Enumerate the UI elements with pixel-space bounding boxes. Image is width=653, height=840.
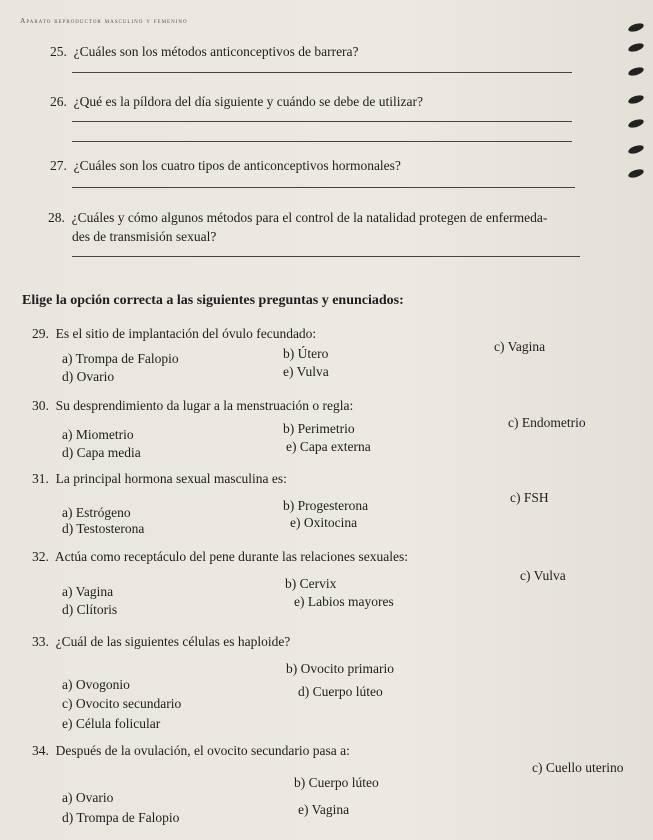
- option-33e[interactable]: e) Célula folicular: [62, 716, 161, 731]
- answer-line-26b[interactable]: [72, 141, 572, 142]
- option-32e[interactable]: e) Labios mayores: [294, 594, 394, 609]
- option-34e[interactable]: e) Vagina: [298, 802, 350, 817]
- binding-mark: [627, 118, 644, 130]
- option-30a[interactable]: a) Miometrio: [62, 427, 134, 442]
- binding-mark: [627, 42, 644, 54]
- question-32: 32. Actúa como receptáculo del pene durante las relaciones sexuales:: [32, 549, 408, 564]
- option-32a[interactable]: a) Vagina: [62, 584, 114, 599]
- option-29a[interactable]: a) Trompa de Falopio: [62, 351, 179, 366]
- page-header: Aparato reproductor masculino y femenino: [20, 16, 188, 25]
- option-29d[interactable]: d) Ovario: [62, 369, 115, 384]
- option-33c[interactable]: c) Ovocito secundario: [62, 696, 182, 711]
- option-32b[interactable]: b) Cervix: [285, 576, 337, 591]
- question-28: 28. ¿Cuáles y cómo algunos métodos para el control de la natalidad protegen de enfermeda-: [48, 210, 548, 225]
- question-25: 25. ¿Cuáles son los métodos anticonceptivos de barrera?: [50, 44, 359, 59]
- question-26: 26. ¿Qué es la píldora del día siguiente y cuándo se debe de utilizar?: [50, 94, 423, 109]
- option-29e[interactable]: e) Vulva: [283, 364, 329, 379]
- answer-line-25[interactable]: [72, 72, 572, 73]
- option-31a[interactable]: a) Estrógeno: [62, 505, 131, 520]
- question-30: 30. Su desprendimiento da lugar a la menstruación o regla:: [32, 398, 354, 413]
- option-33b[interactable]: b) Ovocito primario: [286, 661, 394, 676]
- question-29: 29. Es el sitio de implantación del óvulo fecundado:: [32, 326, 317, 341]
- binding-mark: [627, 144, 644, 156]
- answer-line-28[interactable]: [72, 256, 580, 257]
- option-31b[interactable]: b) Progesterona: [283, 498, 369, 513]
- binding-mark: [627, 168, 644, 180]
- option-34c[interactable]: c) Cuello uterino: [532, 760, 624, 775]
- option-30d[interactable]: d) Capa media: [62, 445, 141, 460]
- question-27: 27. ¿Cuáles son los cuatro tipos de anticonceptivos hormonales?: [50, 158, 401, 173]
- option-32c[interactable]: c) Vulva: [520, 568, 566, 583]
- binding-mark: [627, 94, 644, 106]
- option-34d[interactable]: d) Trompa de Falopio: [62, 810, 180, 825]
- option-31d[interactable]: d) Testosterona: [62, 521, 145, 536]
- question-31: 31. La principal hormona sexual masculina es:: [32, 471, 287, 486]
- option-33a[interactable]: a) Ovogonio: [62, 677, 130, 692]
- answer-line-27[interactable]: [72, 187, 575, 188]
- option-31e[interactable]: e) Oxitocina: [290, 515, 358, 530]
- option-30e[interactable]: e) Capa externa: [286, 439, 371, 454]
- binding-mark: [627, 66, 644, 78]
- option-34b[interactable]: b) Cuerpo lúteo: [294, 775, 379, 790]
- section-title: Elige la opción correcta a las siguientes preguntas y enunciados:: [22, 293, 404, 308]
- binding-mark: [627, 22, 644, 34]
- option-32d[interactable]: d) Clítoris: [62, 602, 118, 617]
- question-34: 34. Después de la ovulación, el ovocito secundario pasa a:: [32, 743, 350, 758]
- option-30c[interactable]: c) Endometrio: [508, 415, 586, 430]
- option-29b[interactable]: b) Útero: [283, 346, 329, 361]
- option-29c[interactable]: c) Vagina: [494, 339, 546, 354]
- question-33: 33. ¿Cuál de las siguientes células es haploide?: [32, 634, 291, 649]
- option-33d[interactable]: d) Cuerpo lúteo: [298, 684, 383, 699]
- option-31c[interactable]: c) FSH: [510, 490, 549, 505]
- option-34a[interactable]: a) Ovario: [62, 790, 114, 805]
- question-28-cont: des de transmisión sexual?: [72, 229, 217, 244]
- answer-line-26a[interactable]: [72, 121, 572, 122]
- option-30b[interactable]: b) Perimetrio: [283, 421, 355, 436]
